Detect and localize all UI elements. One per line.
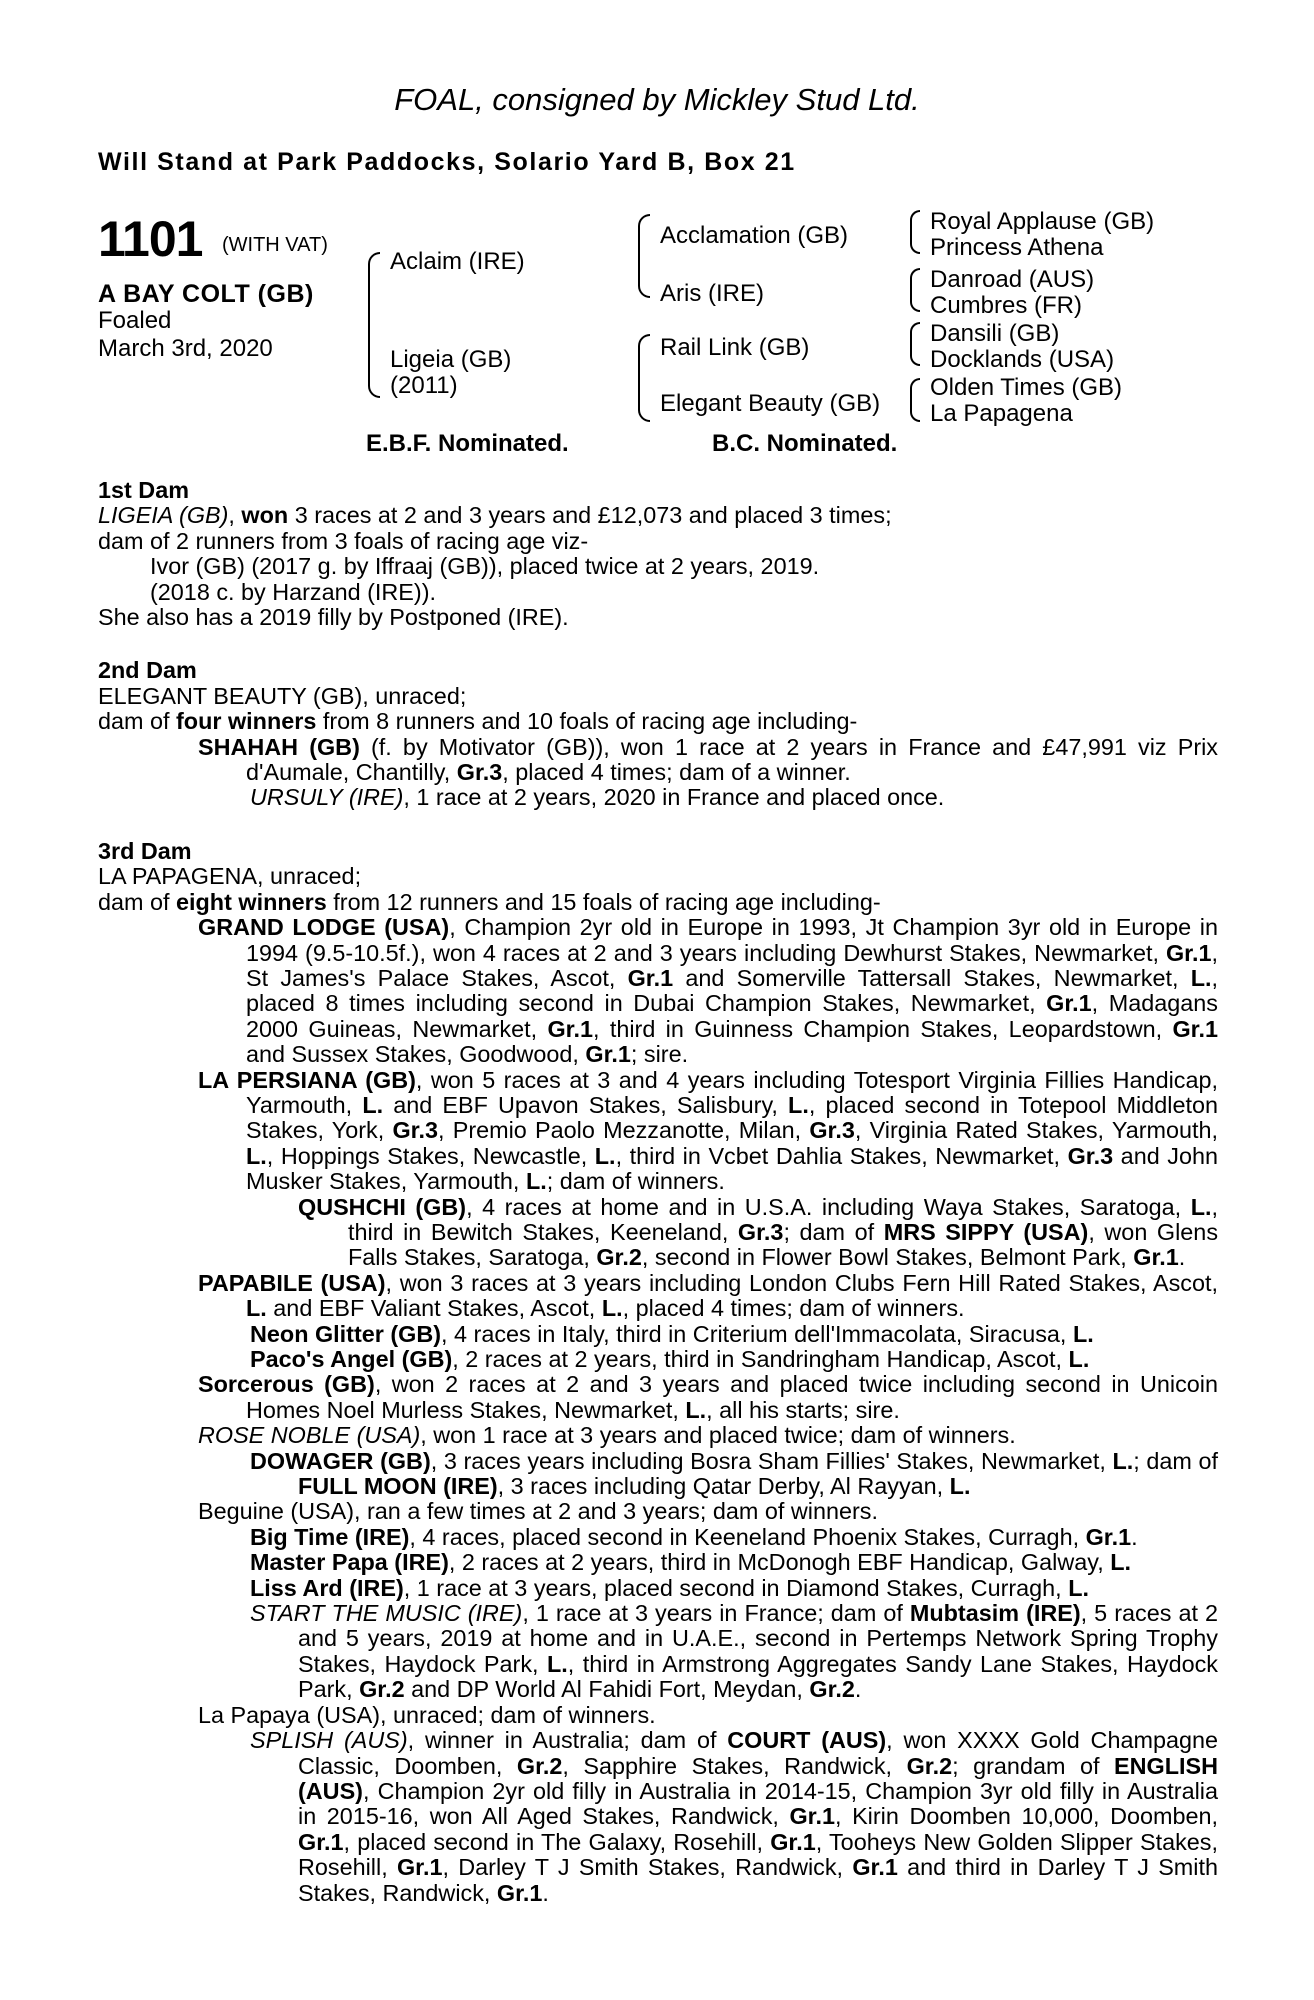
bc-nominated: B.C. Nominated. <box>712 430 898 457</box>
third-dam-heading: 3rd Dam <box>98 837 192 864</box>
lot-description: A BAY COLT (GB) <box>98 280 314 308</box>
ebf-nominated: E.B.F. Nominated. <box>366 430 569 457</box>
dam-sire: Rail Link (GB) <box>660 334 810 361</box>
first-dam-note: She also has a 2019 filly by Postponed (IRE). <box>98 604 569 631</box>
brace-g2 <box>910 268 920 312</box>
entry-big-time: Big Time (IRE), 4 races, placed second in Keeneland Phoenix Stakes, Curragh, Gr.1. <box>250 1523 1138 1550</box>
stand-location: Will Stand at Park Paddocks, Solario Yard B, Box 21 <box>98 148 796 176</box>
sire-sire: Acclamation (GB) <box>660 222 849 249</box>
first-dam-line: LIGEIA (GB), won 3 races at 2 and 3 years and £12,073 and placed 3 times; <box>98 502 892 529</box>
entry-la-persiana: LA PERSIANA (GB), won 5 races at 3 and 4 years including Totesport Virginia Fillies Handicap, Yarmouth, L. and EBF Upavon Stakes, Salisbury, L., placed second in Totepool Middleton Stakes, York, Gr.3, Premio Paolo Mezzanotte, Milan, Gr.3, Virginia Rated Stakes, Yarmouth, L., Hoppings Stakes, Newcastle, L., third in Vcbet Dahlia Stakes, Newmarket, Gr.3 and John Musker Stakes, Yarmouth, L.; dam of winners. <box>198 1066 1219 1195</box>
first-dam-heading: 1st Dam <box>98 477 190 503</box>
ggp-5: Dansili (GB) <box>930 320 1060 347</box>
ggp-8: La Papagena <box>930 400 1073 427</box>
brace-g1 <box>910 210 920 254</box>
vat-note: (WITH VAT) <box>222 234 328 256</box>
consignor-line: FOAL, consigned by Mickley Stud Ltd. <box>394 82 920 117</box>
brace-dam-line <box>638 334 650 422</box>
lot-number: 1101 <box>98 211 203 267</box>
entry-splish: SPLISH (AUS), winner in Australia; dam of COURT (AUS), won XXXX Gold Champagne Classic, Doomben, Gr.2, Sapphire Stakes, Randwick, Gr.2; grandam of ENGLISH (AUS), Champion 2yr old filly in Australia in 2014-15, Champion 3yr old filly in Australia in 2015-16, won All Aged Stakes, Randwick, Gr.1, Kirin Doomben 10,000, Doomben, Gr.1, placed second in The Galaxy, Rosehill, Gr.1, Tooheys New Golden Slipper Stakes, Rosehill, Gr.1, Darley T J Smith Stakes, Randwick, Gr.1 and third in Darley T J Smith Stakes, Randwick, Gr.1. <box>250 1727 1219 1906</box>
third-dam-line: LA PAPAGENA, unraced; <box>98 863 362 890</box>
ggp-6: Docklands (USA) <box>930 346 1115 373</box>
entry-beguine: Beguine (USA), ran a few times at 2 and 3 years; dam of winners. <box>198 1498 878 1525</box>
ggp-7: Olden Times (GB) <box>930 374 1123 401</box>
foaled-label: Foaled <box>98 307 172 334</box>
second-dam-heading: 2nd Dam <box>98 657 197 684</box>
sire-dam: Aris (IRE) <box>660 280 764 307</box>
catalogue-body <box>98 478 1218 1906</box>
second-dam-produce-intro: dam of four winners from 8 runners and 10 foals of racing age including- <box>98 708 858 735</box>
dam-dam: Elegant Beauty (GB) <box>660 390 881 417</box>
third-dam-produce-intro: dam of eight winners from 12 runners and 15 foals of racing age including- <box>98 888 881 915</box>
entry-ursuly: URSULY (IRE), 1 race at 2 years, 2020 in France and placed once. <box>250 784 945 811</box>
first-dam-produce-intro: dam of 2 runners from 3 foals of racing age viz- <box>98 527 589 554</box>
entry-pacos-angel: Paco's Angel (GB), 2 races at 2 years, third in Sandringham Handicap, Ascot, L. <box>250 1346 1090 1372</box>
entry-papabile: PAPABILE (USA), won 3 races at 3 years including London Clubs Fern Hill Rated Stakes, Ascot, L. and EBF Valiant Stakes, Ascot, L., placed 4 times; dam of winners. <box>198 1269 1218 1322</box>
entry-dowager: DOWAGER (GB), 3 races years including Bosra Sham Fillies' Stakes, Newmarket, L.; dam of FULL MOON (IRE), 3 races including Qatar Derby, Al Rayyan, L. <box>250 1447 1219 1500</box>
entry-shahah: SHAHAH (GB) (f. by Motivator (GB)), won 1 race at 2 years in France and £47,991 viz Prix d'Aumale, Chantilly, Gr.3, placed 4 times; dam of a winner. <box>198 733 1219 786</box>
entry-master-papa: Master Papa (IRE), 2 races at 2 years, third in McDonogh EBF Handicap, Galway, L. <box>250 1549 1131 1576</box>
foaled-date: March 3rd, 2020 <box>98 335 273 362</box>
brace-sire-dam <box>368 252 380 398</box>
sire: Aclaim (IRE) <box>390 248 525 275</box>
entry-grand-lodge: GRAND LODGE (USA), Champion 2yr old in Europe in 1993, Jt Champion 3yr old in Europe in 1994 (9.5-10.5f.), won 4 races at 2 and 3 years including Dewhurst Stakes, Newmarket, Gr.1, St James's Palace Stakes, Ascot, Gr.1 and Somerville Tattersall Stakes, Newmarket, L., placed 8 times including second in Dubai Champion Stakes, Newmarket, Gr.1, Madagans 2000 Guineas, Newmarket, Gr.1, third in Guinness Champion Stakes, Leopardstown, Gr.1 and Sussex Stakes, Goodwood, Gr.1; sire. <box>198 914 1218 1068</box>
brace-sire-line <box>638 214 650 298</box>
entry-la-papaya: La Papaya (USA), unraced; dam of winners. <box>198 1701 656 1728</box>
entry-start-the-music: START THE MUSIC (IRE), 1 race at 3 years in France; dam of Mubtasim (IRE), 5 races at 2 and 5 years, 2019 at home and in U.A.E., second in Pertemps Network Spring Trophy Stakes, Haydock Park, L., third in Armstrong Aggregates Sandy Lane Stakes, Haydock Park, Gr.2 and DP World Al Fahidi Fort, Meydan, Gr.2. <box>250 1600 1218 1703</box>
produce-2018: (2018 c. by Harzand (IRE)). <box>150 578 436 605</box>
dam: Ligeia (GB) <box>390 346 512 373</box>
entry-liss-ard: Liss Ard (IRE), 1 race at 3 years, placed second in Diamond Stakes, Curragh, L. <box>250 1574 1089 1601</box>
second-dam-line: ELEGANT BEAUTY (GB), unraced; <box>98 682 467 709</box>
ggp-2: Princess Athena <box>930 234 1104 261</box>
dam-year: (2011) <box>390 372 458 399</box>
brace-g3 <box>910 322 920 366</box>
entry-sorcerous: Sorcerous (GB), won 2 races at 2 and 3 years and placed twice including second in Unicoin Homes Noel Murless Stakes, Newmarket, L., all his starts; sire. <box>198 1371 1218 1423</box>
entry-neon-glitter: Neon Glitter (GB), 4 races in Italy, third in Criterium dell'Immacolata, Siracusa, L. <box>250 1320 1094 1347</box>
brace-g4 <box>910 378 920 422</box>
produce-ivor: Ivor (GB) (2017 g. by Iffraaj (GB)), placed twice at 2 years, 2019. <box>150 553 820 580</box>
entry-qushchi: QUSHCHI (GB), 4 races at home and in U.S.A. including Waya Stakes, Saratoga, L., third in Bewitch Stakes, Keeneland, Gr.3; dam of MRS SIPPY (USA), won Glens Falls Stakes, Saratoga, Gr.2, second in Flower Bowl Stakes, Belmont Park, Gr.1. <box>298 1193 1219 1271</box>
ggp-3: Danroad (AUS) <box>930 266 1095 293</box>
entry-rose-noble: ROSE NOBLE (USA), won 1 race at 3 years and placed twice; dam of winners. <box>198 1422 1016 1449</box>
ggp-1: Royal Applause (GB) <box>930 208 1155 235</box>
ggp-4: Cumbres (FR) <box>930 292 1083 319</box>
